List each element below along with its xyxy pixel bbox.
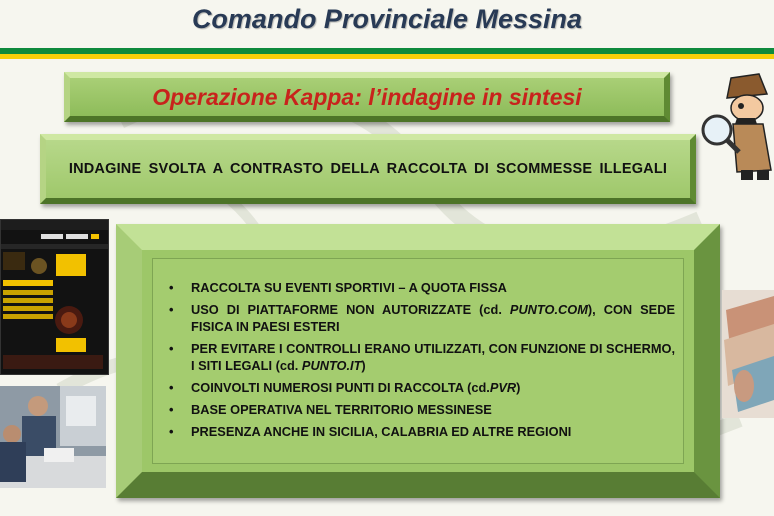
slide-subtitle-box — [40, 134, 696, 204]
betting-website-image — [1, 220, 108, 374]
bullet-item: • COINVOLTI NUMEROSI PUNTI DI RACCOLTA (cd.PVR) — [169, 380, 521, 395]
detective-magnifier-icon — [697, 72, 774, 182]
bullet-panel-inner — [152, 258, 684, 464]
header-yellow-stripe — [0, 54, 774, 59]
bullet-item: • PER EVITARE I CONTROLLI ERANO UTILIZZATI, CON FUNZIONE DI SCHERMO, I SITI LEGALI (cd. PUNTO.IT) — [169, 341, 675, 373]
officers-at-desk-photo — [0, 386, 106, 488]
bullet-dot: • — [169, 424, 174, 439]
bullet-item: • PRESENZA ANCHE IN SICILIA, CALABRIA ED ALTRE REGIONI — [169, 424, 572, 439]
bullet-dot: • — [169, 341, 174, 356]
banknotes-photo — [722, 290, 774, 418]
slide-title-box — [64, 72, 670, 122]
officers-photo-image — [0, 386, 106, 488]
bullet-dot: • — [169, 302, 174, 317]
bullet-item: • RACCOLTA SU EVENTI SPORTIVI – A QUOTA FISSA — [169, 280, 507, 295]
bullet-item: • USO DI PIATTAFORME NON AUTORIZZATE (cd. PUNTO.COM), CON SEDE FISICA IN PAESI ESTERI — [169, 302, 675, 334]
bullet-dot: • — [169, 280, 174, 295]
bullet-dot: • — [169, 380, 174, 395]
bullet-dot: • — [169, 402, 174, 417]
detective-image — [697, 72, 774, 182]
banknotes-image — [722, 290, 774, 418]
slide-title: Operazione Kappa: l’indagine in sintesi — [152, 83, 582, 110]
bullet-list — [153, 259, 683, 440]
slide-subtitle: INDAGINE SVOLTA A CONTRASTO DELLA RACCOLTA DI SCOMMESSE ILLEGALI — [68, 161, 668, 177]
bullet-item: • BASE OPERATIVA NEL TERRITORIO MESSINESE — [169, 402, 492, 417]
header-title: Comando Provinciale Messina — [191, 4, 583, 34]
bullet-panel — [116, 224, 720, 498]
betting-website-screenshot — [0, 219, 109, 375]
